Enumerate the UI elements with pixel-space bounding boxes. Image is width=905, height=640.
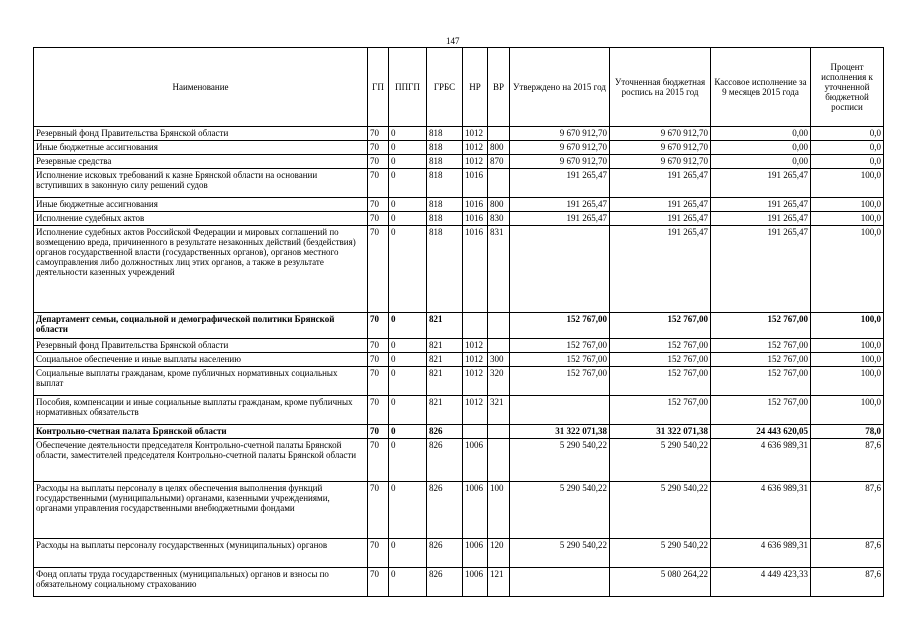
header-ppgp: ППГП <box>389 48 427 127</box>
cell-percent: 100,0 <box>811 198 884 212</box>
cell-cash: 152 767,00 <box>711 313 811 339</box>
cell-grbs: 818 <box>427 141 463 155</box>
cell-vr: 830 <box>488 212 510 226</box>
cell-gp: 70 <box>368 425 389 439</box>
table-row <box>34 367 884 396</box>
cell-gp: 70 <box>368 482 389 539</box>
cell-nr: 1006 <box>463 539 488 568</box>
cell-nr: 1006 <box>463 439 488 482</box>
cell-gp: 70 <box>368 396 389 425</box>
cell-gp: 70 <box>368 339 389 353</box>
cell-approved: 5 290 540,22 <box>510 439 610 482</box>
cell-cash: 4 636 989,31 <box>711 439 811 482</box>
cell-ppgp: 0 <box>389 141 427 155</box>
cell-ppgp: 0 <box>389 339 427 353</box>
cell-nr: 1016 <box>463 198 488 212</box>
cell-percent: 100,0 <box>811 339 884 353</box>
cell-ppgp: 0 <box>389 169 427 198</box>
cell-percent: 0,0 <box>811 127 884 141</box>
cell-updated: 9 670 912,70 <box>610 155 711 169</box>
cell-gp: 70 <box>368 169 389 198</box>
cell-percent: 100,0 <box>811 169 884 198</box>
cell-percent: 0,0 <box>811 141 884 155</box>
header-nr: НР <box>463 48 488 127</box>
cell-grbs: 821 <box>427 313 463 339</box>
cell-nr: 1016 <box>463 226 488 313</box>
cell-ppgp: 0 <box>389 155 427 169</box>
cell-percent: 100,0 <box>811 226 884 313</box>
cell-updated: 152 767,00 <box>610 313 711 339</box>
table-row <box>34 226 884 313</box>
cell-ppgp: 0 <box>389 367 427 396</box>
cell-nr: 1012 <box>463 396 488 425</box>
table-row <box>34 169 884 198</box>
cell-grbs: 818 <box>427 127 463 141</box>
cell-ppgp: 0 <box>389 127 427 141</box>
cell-name: Обеспечение деятельности председателя Контрольно-счетной палаты Брянской области, заместителей председателя Контрольно-счетной палаты Брянской области <box>34 439 368 482</box>
header-updated: Уточненная бюджетная роспись на 2015 год <box>610 48 711 127</box>
cell-gp: 70 <box>368 353 389 367</box>
header-approved: Утверждено на 2015 год <box>510 48 610 127</box>
cell-percent: 100,0 <box>811 313 884 339</box>
cell-percent: 87,6 <box>811 439 884 482</box>
cell-name: Иные бюджетные ассигнования <box>34 141 368 155</box>
cell-vr <box>488 439 510 482</box>
cell-name: Департамент семьи, социальной и демографической политики Брянской области <box>34 313 368 339</box>
table-row <box>34 539 884 568</box>
cell-approved: 5 290 540,22 <box>510 482 610 539</box>
cell-approved: 152 767,00 <box>510 367 610 396</box>
cell-updated: 5 290 540,22 <box>610 482 711 539</box>
cell-cash: 0,00 <box>711 155 811 169</box>
cell-vr <box>488 339 510 353</box>
cell-name: Пособия, компенсации и иные социальные выплаты гражданам, кроме публичных нормативных обязательств <box>34 396 368 425</box>
cell-approved: 5 290 540,22 <box>510 539 610 568</box>
cell-ppgp: 0 <box>389 198 427 212</box>
cell-nr: 1006 <box>463 568 488 597</box>
cell-vr: 121 <box>488 568 510 597</box>
cell-nr <box>463 313 488 339</box>
cell-gp: 70 <box>368 212 389 226</box>
cell-cash: 0,00 <box>711 141 811 155</box>
cell-ppgp: 0 <box>389 482 427 539</box>
header-cash: Кассовое исполнение за 9 месяцев 2015 года <box>711 48 811 127</box>
cell-name: Расходы на выплаты персоналу государственных (муниципальных) органов <box>34 539 368 568</box>
cell-name: Социальные выплаты гражданам, кроме публичных нормативных социальных выплат <box>34 367 368 396</box>
cell-grbs: 818 <box>427 155 463 169</box>
table-row <box>34 353 884 367</box>
cell-nr: 1012 <box>463 339 488 353</box>
table-row <box>34 313 884 339</box>
table-row <box>34 396 884 425</box>
cell-updated: 152 767,00 <box>610 353 711 367</box>
cell-grbs: 818 <box>427 198 463 212</box>
cell-ppgp: 0 <box>389 212 427 226</box>
cell-updated: 152 767,00 <box>610 339 711 353</box>
cell-approved: 191 265,47 <box>510 169 610 198</box>
cell-cash: 152 767,00 <box>711 339 811 353</box>
cell-grbs: 826 <box>427 482 463 539</box>
header-name: Наименование <box>34 48 368 127</box>
cell-gp: 70 <box>368 367 389 396</box>
cell-cash: 191 265,47 <box>711 226 811 313</box>
page-number: 147 <box>446 36 460 46</box>
cell-updated: 31 322 071,38 <box>610 425 711 439</box>
cell-vr: 870 <box>488 155 510 169</box>
cell-name: Расходы на выплаты персоналу в целях обеспечения выполнения функций государственными (муниципальными) органами, казенными учреждениями, органами управления государственными внебюджетными фондами <box>34 482 368 539</box>
cell-nr: 1012 <box>463 367 488 396</box>
cell-grbs: 818 <box>427 226 463 313</box>
cell-vr: 320 <box>488 367 510 396</box>
cell-ppgp: 0 <box>389 226 427 313</box>
cell-updated: 5 080 264,22 <box>610 568 711 597</box>
cell-name: Исполнение исковых требований к казне Брянской области на основании вступивших в законную силу решений судов <box>34 169 368 198</box>
cell-cash: 191 265,47 <box>711 169 811 198</box>
cell-percent: 0,0 <box>811 155 884 169</box>
cell-grbs: 818 <box>427 169 463 198</box>
cell-vr: 120 <box>488 539 510 568</box>
table-row <box>34 155 884 169</box>
cell-nr: 1012 <box>463 353 488 367</box>
cell-approved: 152 767,00 <box>510 339 610 353</box>
cell-cash: 191 265,47 <box>711 212 811 226</box>
table-row <box>34 339 884 353</box>
cell-nr: 1012 <box>463 141 488 155</box>
cell-vr <box>488 313 510 339</box>
cell-name: Контрольно-счетная палата Брянской области <box>34 425 368 439</box>
cell-cash: 152 767,00 <box>711 367 811 396</box>
table-row <box>34 212 884 226</box>
cell-vr: 321 <box>488 396 510 425</box>
cell-approved: 152 767,00 <box>510 313 610 339</box>
cell-grbs: 826 <box>427 539 463 568</box>
cell-grbs: 826 <box>427 425 463 439</box>
cell-percent: 87,6 <box>811 568 884 597</box>
cell-grbs: 821 <box>427 339 463 353</box>
cell-name: Резервный фонд Правительства Брянской области <box>34 127 368 141</box>
table-row <box>34 439 884 482</box>
cell-name: Резервный фонд Правительства Брянской области <box>34 339 368 353</box>
cell-name: Исполнение судебных актов <box>34 212 368 226</box>
cell-ppgp: 0 <box>389 568 427 597</box>
cell-grbs: 826 <box>427 568 463 597</box>
cell-percent: 78,0 <box>811 425 884 439</box>
cell-name: Резервные средства <box>34 155 368 169</box>
cell-name: Иные бюджетные ассигнования <box>34 198 368 212</box>
cell-approved <box>510 568 610 597</box>
cell-updated: 9 670 912,70 <box>610 141 711 155</box>
cell-gp: 70 <box>368 198 389 212</box>
cell-cash: 152 767,00 <box>711 353 811 367</box>
cell-approved: 9 670 912,70 <box>510 155 610 169</box>
cell-cash: 0,00 <box>711 127 811 141</box>
cell-grbs: 818 <box>427 212 463 226</box>
cell-gp: 70 <box>368 141 389 155</box>
cell-ppgp: 0 <box>389 439 427 482</box>
cell-name: Фонд оплаты труда государственных (муниципальных) органов и взносы по обязательному социальному страхованию <box>34 568 368 597</box>
cell-vr <box>488 425 510 439</box>
cell-cash: 191 265,47 <box>711 198 811 212</box>
cell-cash: 24 443 620,05 <box>711 425 811 439</box>
cell-updated: 191 265,47 <box>610 169 711 198</box>
cell-approved: 191 265,47 <box>510 212 610 226</box>
header-vr: ВР <box>488 48 510 127</box>
cell-vr: 800 <box>488 198 510 212</box>
table-body <box>34 127 884 597</box>
cell-ppgp: 0 <box>389 539 427 568</box>
cell-cash: 152 767,00 <box>711 396 811 425</box>
cell-nr: 1016 <box>463 169 488 198</box>
cell-gp: 70 <box>368 313 389 339</box>
cell-nr: 1016 <box>463 212 488 226</box>
cell-updated: 5 290 540,22 <box>610 439 711 482</box>
cell-updated: 152 767,00 <box>610 396 711 425</box>
cell-updated: 191 265,47 <box>610 198 711 212</box>
header-gp: ГП <box>368 48 389 127</box>
table-row <box>34 198 884 212</box>
cell-vr: 800 <box>488 141 510 155</box>
cell-nr: 1012 <box>463 155 488 169</box>
cell-approved: 152 767,00 <box>510 353 610 367</box>
cell-gp: 70 <box>368 226 389 313</box>
cell-updated: 5 290 540,22 <box>610 539 711 568</box>
cell-percent: 87,6 <box>811 482 884 539</box>
cell-ppgp: 0 <box>389 396 427 425</box>
cell-grbs: 826 <box>427 439 463 482</box>
cell-name: Исполнение судебных актов Российской Федерации и мировых соглашений по возмещению вреда, причиненного в результате незаконных действий (бездействия) органов государственной власти (государственных органов), органов местного самоуправления либо должностных лиц этих органов, а также в результате деятельности казенных учреждений <box>34 226 368 313</box>
cell-nr <box>463 425 488 439</box>
cell-percent: 100,0 <box>811 367 884 396</box>
cell-vr <box>488 127 510 141</box>
cell-ppgp: 0 <box>389 425 427 439</box>
cell-vr: 300 <box>488 353 510 367</box>
cell-grbs: 821 <box>427 396 463 425</box>
budget-table <box>33 47 884 597</box>
cell-gp: 70 <box>368 155 389 169</box>
table-row <box>34 141 884 155</box>
header-grbs: ГРБС <box>427 48 463 127</box>
cell-percent: 100,0 <box>811 396 884 425</box>
cell-gp: 70 <box>368 127 389 141</box>
cell-updated: 191 265,47 <box>610 212 711 226</box>
header-percent: Процент исполнения к уточненной бюджетной росписи <box>811 48 884 127</box>
cell-updated: 9 670 912,70 <box>610 127 711 141</box>
cell-approved: 191 265,47 <box>510 198 610 212</box>
table-row <box>34 482 884 539</box>
cell-approved: 9 670 912,70 <box>510 127 610 141</box>
cell-approved <box>510 226 610 313</box>
cell-approved: 31 322 071,38 <box>510 425 610 439</box>
cell-percent: 100,0 <box>811 353 884 367</box>
cell-percent: 87,6 <box>811 539 884 568</box>
cell-gp: 70 <box>368 439 389 482</box>
cell-updated: 152 767,00 <box>610 367 711 396</box>
cell-cash: 4 449 423,33 <box>711 568 811 597</box>
cell-vr: 831 <box>488 226 510 313</box>
cell-nr: 1006 <box>463 482 488 539</box>
header-row <box>34 48 884 127</box>
cell-grbs: 821 <box>427 367 463 396</box>
cell-updated: 191 265,47 <box>610 226 711 313</box>
cell-vr: 100 <box>488 482 510 539</box>
cell-name: Социальное обеспечение и иные выплаты населению <box>34 353 368 367</box>
cell-ppgp: 0 <box>389 313 427 339</box>
cell-approved: 9 670 912,70 <box>510 141 610 155</box>
cell-cash: 4 636 989,31 <box>711 539 811 568</box>
table-row <box>34 127 884 141</box>
cell-gp: 70 <box>368 568 389 597</box>
cell-vr <box>488 169 510 198</box>
table-row <box>34 568 884 597</box>
cell-gp: 70 <box>368 539 389 568</box>
cell-ppgp: 0 <box>389 353 427 367</box>
cell-grbs: 821 <box>427 353 463 367</box>
cell-cash: 4 636 989,31 <box>711 482 811 539</box>
cell-nr: 1012 <box>463 127 488 141</box>
cell-percent: 100,0 <box>811 212 884 226</box>
cell-approved <box>510 396 610 425</box>
table-row <box>34 425 884 439</box>
